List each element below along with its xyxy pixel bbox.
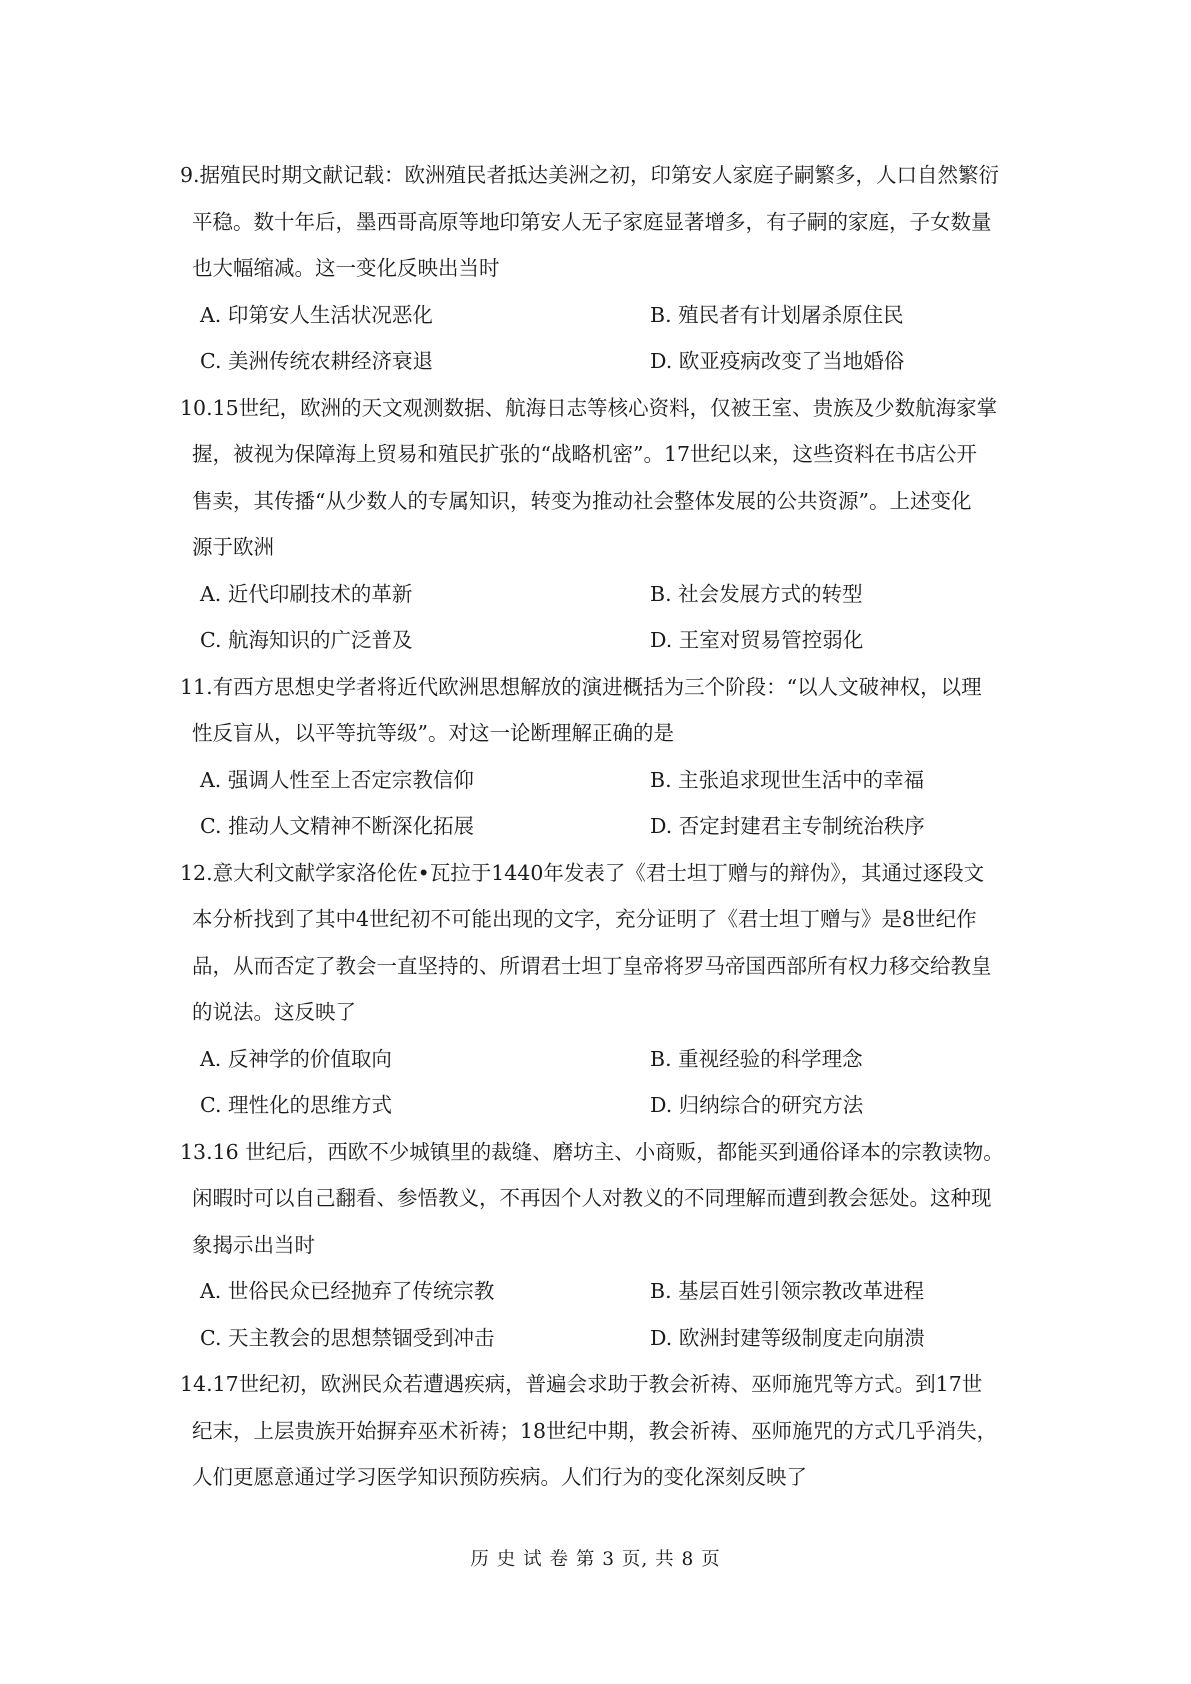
question-12: [180, 850, 1020, 1129]
stem-line: 人们更愿意通过学习医学知识预防疾病。人们行为的变化深刻反映了: [192, 1465, 807, 1489]
question-11: [180, 664, 1020, 850]
page-footer: 历 史 试 卷 第 3 页, 共 8 页: [470, 1549, 721, 1570]
answer-options: [180, 292, 1020, 385]
option-c: C. 天主教会的思想禁锢受到冲击: [200, 1325, 495, 1350]
option-d: D. 欧亚疫病改变了当地婚俗: [650, 349, 905, 373]
option-a: A. 印第安人生活状况恶化: [200, 302, 433, 327]
option-d: D. 欧洲封建等级制度走向崩溃: [650, 1325, 925, 1350]
answer-options: [180, 571, 1020, 664]
option-d: D. 归纳综合的研究方法: [650, 1093, 864, 1117]
option-c: C. 美洲传统农耕经济衰退: [200, 349, 433, 373]
stem-line: 握，被视为保障海上贸易和殖民扩张的“战略机密”。17世纪以来，这些资料在书店公开: [192, 442, 978, 466]
option-a: A. 近代印刷技术的革新: [200, 581, 413, 606]
option-b: B. 殖民者有计划屠杀原住民: [650, 302, 904, 327]
option-c: C. 理性化的思维方式: [200, 1093, 392, 1117]
option-a: A. 反神学的价值取向: [200, 1046, 392, 1071]
option-c: C. 推动人文精神不断深化拓展: [200, 814, 474, 838]
answer-options: [180, 757, 1020, 850]
option-b: B. 基层百姓引领宗教改革进程: [650, 1279, 925, 1303]
stem-line: 的说法。这反映了: [192, 1000, 356, 1024]
stem-line: 12.意大利文献学家洛伦佐•瓦拉于1440年发表了《君士坦丁赠与的辩伪》，其通过逐段文: [180, 860, 985, 885]
question-stem: [180, 152, 1020, 292]
question-stem: [180, 1361, 1020, 1501]
question-stem: [180, 850, 1020, 1036]
option-d: D. 王室对贸易管控弱化: [650, 628, 864, 652]
question-stem: [180, 664, 1020, 757]
stem-line: 13.16 世纪后，西欧不少城镇里的裁缝、磨坊主、小商贩，都能买到通俗译本的宗教读物。: [180, 1139, 1004, 1164]
stem-line: 象揭示出当时: [192, 1232, 315, 1257]
question-10: [180, 385, 1020, 664]
question-9: [180, 152, 1020, 385]
question-13: [180, 1129, 1020, 1362]
option-b: B. 重视经验的科学理念: [650, 1046, 863, 1071]
option-b: B. 社会发展方式的转型: [650, 581, 863, 606]
stem-line: 也大幅缩减。这一变化反映出当时: [192, 256, 500, 280]
stem-line: 售卖，其传播“从少数人的专属知识，转变为推动社会整体发展的公共资源”。上述变化: [192, 488, 972, 513]
stem-line: 14.17世纪初，欧洲民众若遭遇疾病，普遍会求助于教会祈祷、巫师施咒等方式。到17世: [180, 1372, 983, 1396]
option-a: A. 世俗民众已经抛弃了传统宗教: [200, 1279, 495, 1303]
option-c: C. 航海知识的广泛普及: [200, 628, 413, 652]
stem-line: 本分析找到了其中4世纪初不可能出现的文字，充分证明了《君士坦丁赠与》是8世纪作: [192, 907, 977, 931]
question-14: [180, 1361, 1020, 1501]
stem-line: 品，从而否定了教会一直坚持的、所谓君士坦丁皇帝将罗马帝国西部所有权力移交给教皇: [192, 953, 992, 978]
stem-line: 平稳。数十年后，墨西哥高原等地印第安人无子家庭显著增多，有子嗣的家庭，子女数量: [192, 209, 992, 234]
stem-line: 源于欧洲: [192, 535, 274, 559]
stem-line: 11.有西方思想史学者将近代欧洲思想解放的演进概括为三个阶段：“以人文破神权，以理: [180, 674, 982, 699]
questions-container: [180, 152, 1020, 1501]
stem-line: 性反盲从，以平等抗等级”。对这一论断理解正确的是: [192, 721, 674, 745]
stem-line: 纪末，上层贵族开始摒弃巫术祈祷；18世纪中期，教会祈祷、巫师施咒的方式几乎消失，: [192, 1418, 998, 1443]
stem-line: 9.据殖民时期文献记载：欧洲殖民者抵达美洲之初，印第安人家庭子嗣繁多，人口自然繁衍: [180, 163, 1000, 187]
stem-line: 10.15世纪，欧洲的天文观测数据、航海日志等核心资料，仅被王室、贵族及少数航海家掌: [180, 395, 998, 420]
answer-options: [180, 1268, 1020, 1361]
answer-options: [180, 1036, 1020, 1129]
question-stem: [180, 385, 1020, 571]
option-b: B. 主张追求现世生活中的幸福: [650, 767, 925, 792]
option-d: D. 否定封建君主专制统治秩序: [650, 814, 925, 838]
option-a: A. 强调人性至上否定宗教信仰: [200, 767, 474, 792]
stem-line: 闲暇时可以自己翻看、参悟教义，不再因个人对教义的不同理解而遭到教会惩处。这种现: [192, 1186, 992, 1210]
question-stem: [180, 1129, 1020, 1269]
